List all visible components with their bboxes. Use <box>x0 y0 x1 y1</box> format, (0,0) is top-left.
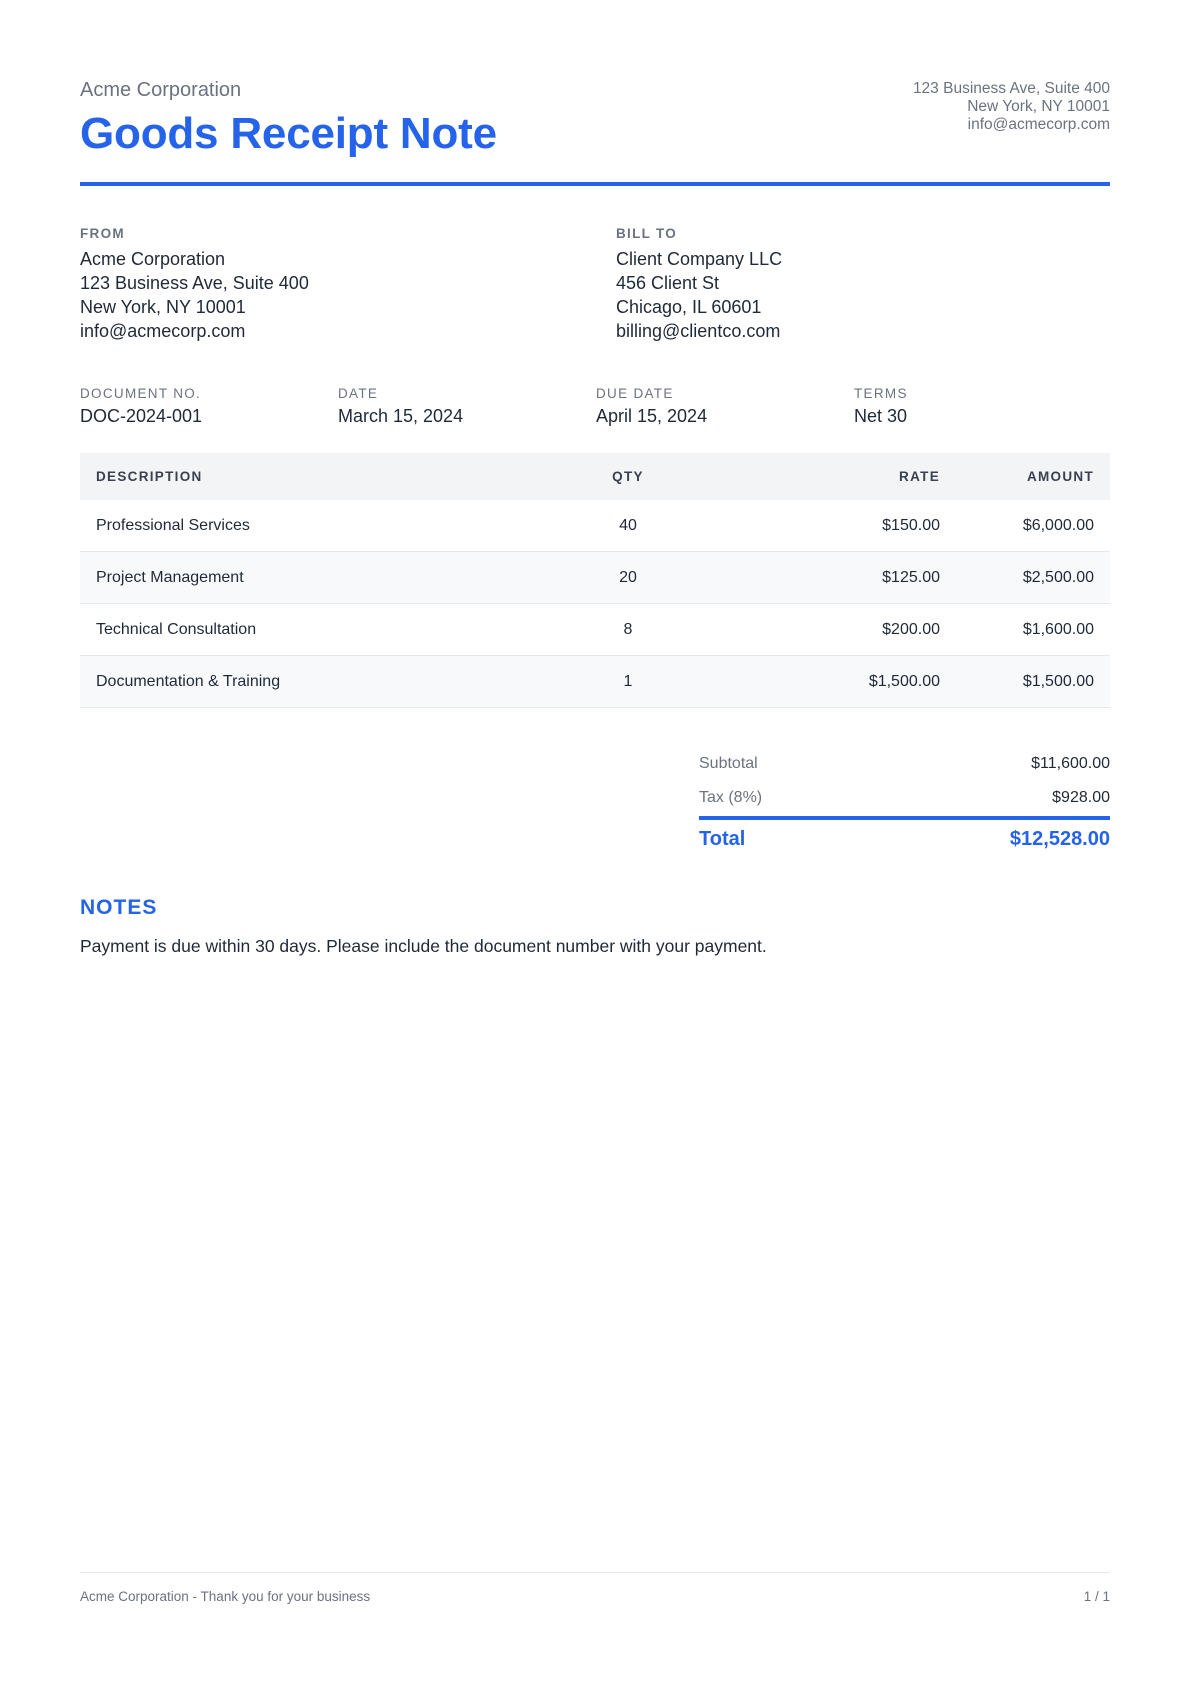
cell-amount: $1,500.00 <box>956 656 1110 708</box>
header-divider <box>80 182 1110 186</box>
line-items-table <box>80 453 1110 708</box>
cell-description: Technical Consultation <box>80 604 532 656</box>
meta-date <box>338 386 588 427</box>
cell-qty: 40 <box>532 500 724 552</box>
from-section <box>80 226 560 343</box>
cell-qty: 8 <box>532 604 724 656</box>
table-header-row <box>80 453 1110 500</box>
cell-rate: $150.00 <box>724 500 956 552</box>
cell-qty: 20 <box>532 552 724 604</box>
table-row <box>80 656 1110 708</box>
document-page <box>80 0 1110 1683</box>
totals-section <box>699 748 1110 856</box>
meta-value: Net 30 <box>854 406 908 426</box>
column-header-qty: QTY <box>532 453 724 500</box>
meta-label: DOCUMENT NO. <box>80 386 202 401</box>
subtotal-value: $11,600.00 <box>1031 755 1110 772</box>
cell-qty: 1 <box>532 656 724 708</box>
cell-description: Project Management <box>80 552 532 604</box>
bill-to-section <box>616 226 1096 343</box>
total-value: $12,528.00 <box>1009 828 1110 850</box>
company-name: Acme Corporation <box>80 79 242 101</box>
cell-amount: $1,600.00 <box>956 604 1110 656</box>
cell-amount: $2,500.00 <box>956 552 1110 604</box>
column-header-rate: RATE <box>724 453 956 500</box>
notes-title: NOTES <box>80 896 158 919</box>
total-row <box>699 820 1110 856</box>
from-street: 123 Business Ave, Suite 400 <box>80 273 309 293</box>
subtotal-row <box>699 748 1110 782</box>
subtotal-label: Subtotal <box>699 755 758 772</box>
table-row <box>80 552 1110 604</box>
from-label: FROM <box>80 226 125 241</box>
meta-label: DUE DATE <box>596 386 674 401</box>
header-email: info@acmecorp.com <box>967 116 1110 133</box>
meta-terms <box>854 386 1104 427</box>
meta-value: DOC-2024-001 <box>80 406 203 426</box>
meta-value: March 15, 2024 <box>338 406 464 426</box>
bill-to-street: 456 Client St <box>616 273 720 293</box>
bill-to-name: Client Company LLC <box>616 249 783 269</box>
tax-row <box>699 782 1110 816</box>
footer-text: Acme Corporation - Thank you for your business <box>80 1589 371 1604</box>
meta-label: DATE <box>338 386 379 401</box>
header-address-line: New York, NY 10001 <box>967 98 1110 115</box>
from-city: New York, NY 10001 <box>80 297 246 317</box>
bill-to-email: billing@clientco.com <box>616 321 781 341</box>
cell-description: Documentation & Training <box>80 656 532 708</box>
from-name: Acme Corporation <box>80 249 226 269</box>
document-header <box>80 76 1110 186</box>
meta-document-number <box>80 386 330 427</box>
column-header-amount: AMOUNT <box>956 453 1110 500</box>
bill-to-label: BILL TO <box>616 226 678 241</box>
tax-value: $928.00 <box>1052 789 1110 806</box>
total-label: Total <box>699 828 746 850</box>
column-header-description: DESCRIPTION <box>80 453 532 500</box>
meta-label: TERMS <box>854 386 908 401</box>
from-email: info@acmecorp.com <box>80 321 246 341</box>
footer-divider <box>80 1572 1110 1573</box>
cell-rate: $1,500.00 <box>724 656 956 708</box>
cell-rate: $200.00 <box>724 604 956 656</box>
tax-label: Tax (8%) <box>699 789 763 806</box>
document-title: Goods Receipt Note <box>80 109 497 158</box>
cell-rate: $125.00 <box>724 552 956 604</box>
cell-amount: $6,000.00 <box>956 500 1110 552</box>
header-address <box>913 80 1110 134</box>
cell-description: Professional Services <box>80 500 532 552</box>
meta-value: April 15, 2024 <box>596 406 708 426</box>
table-row <box>80 500 1110 552</box>
meta-due-date <box>596 386 846 427</box>
header-address-line: 123 Business Ave, Suite 400 <box>912 80 1110 97</box>
page-number: 1 / 1 <box>1083 1589 1110 1604</box>
table-row <box>80 604 1110 656</box>
notes-text: Payment is due within 30 days. Please include the document number with your payment. <box>80 936 767 956</box>
bill-to-city: Chicago, IL 60601 <box>616 297 762 317</box>
